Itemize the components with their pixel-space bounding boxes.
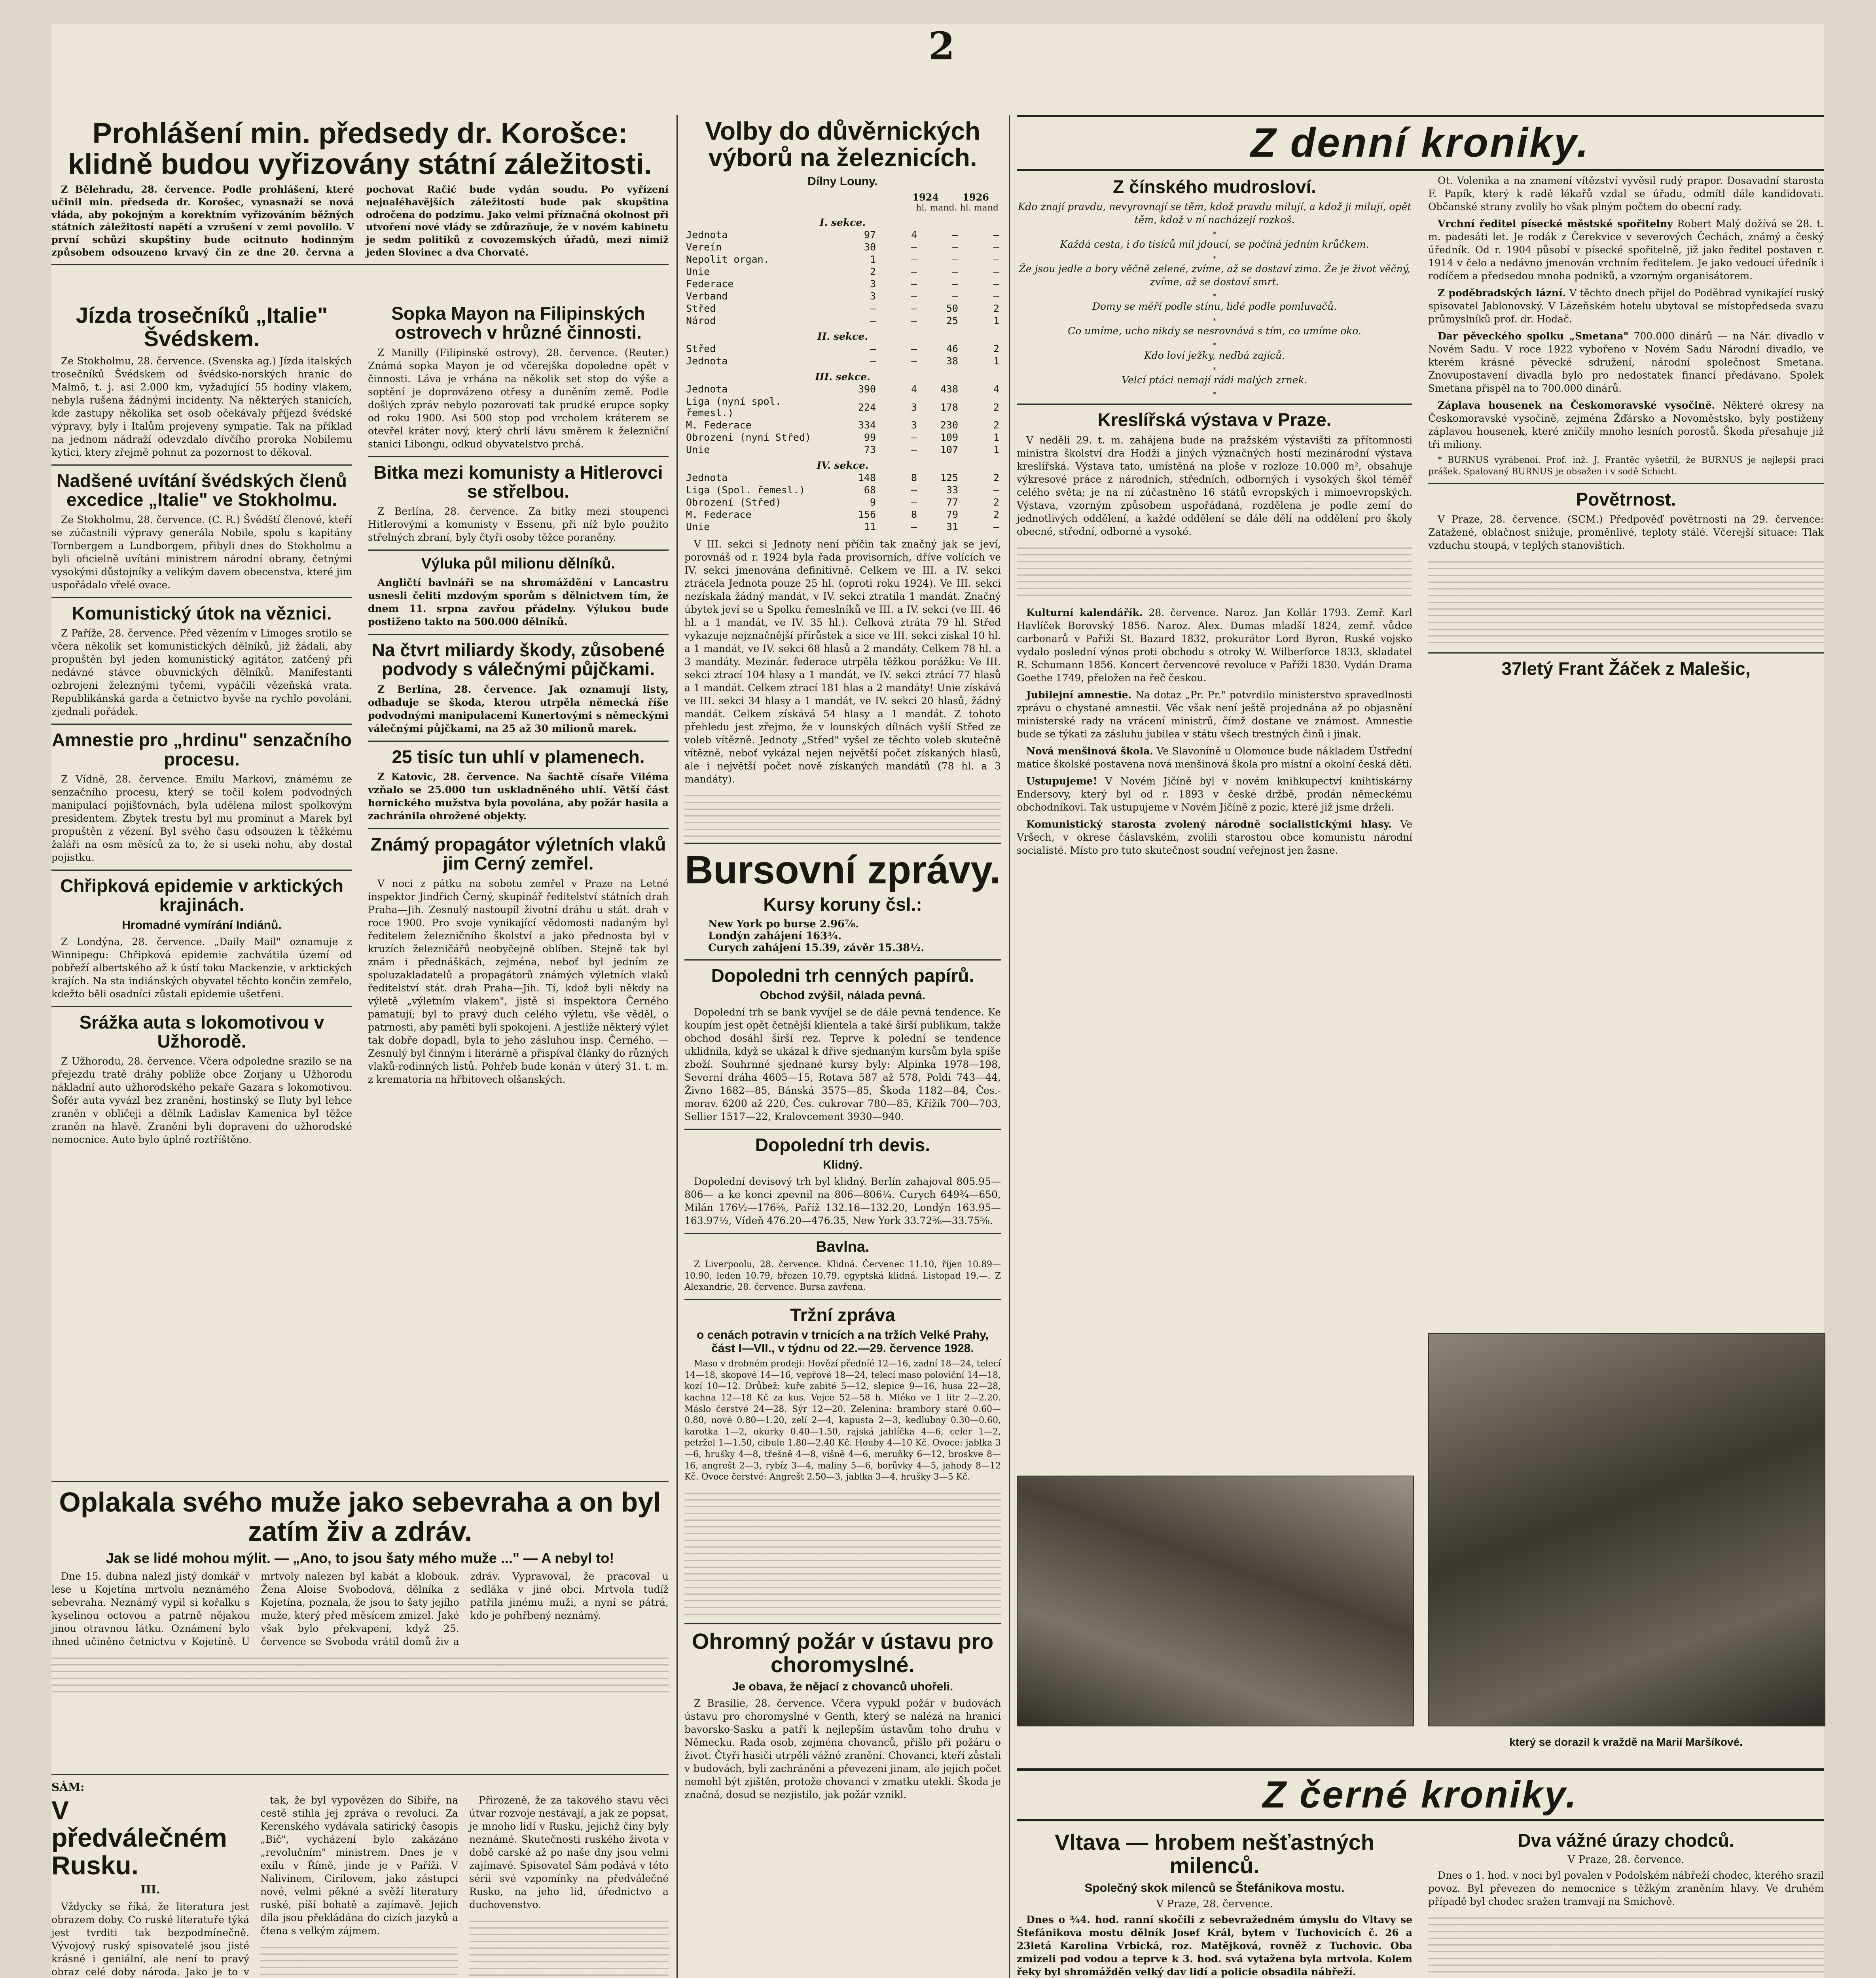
volby-year-1924: 1924 (912, 191, 939, 203)
volby-value: — (911, 254, 917, 265)
amnestie-headline: Amnestie pro „hrdinu" senzačního procesu. (52, 729, 352, 769)
povetrnost-text-continued (1428, 556, 1824, 647)
komunist-text: Z Paříže, 28. července. Před vězením v Limoges srotilo se včera několik set komunistických dělníků, již žádali, aby propuštěn byl jeden komunistický agitátor, zatčený při nedávné stávce obuvnických dělníků. Manifestanti ozbrojeni železnými tyčemi, vypáčili vězeňská vrata. Republikánská garda a četnictvo byvše na rychlo povoláni, zjednali pořádek. (51, 627, 352, 718)
volby-value: 3 (911, 419, 917, 431)
separator-asterisk: * (1213, 390, 1216, 398)
volby-value: 8 (911, 472, 917, 484)
uhli-headline: 25 tisíc tun uhlí v plamenech. (392, 746, 645, 767)
volby-row (684, 419, 1001, 431)
srazka-text: Z Užhorodu, 28. července. Včera odpoledne srazilo se na přejezdu tratě dráhy poblíže obce Zorjany u Užhorodu nákladní auto užhorodského pekaře Gazara s lokomotivou. Šofér auta vyvázl bez zranění, hostinský se Iluty byl lehce zraněn v obličeji a dělník Ladislav Kamenica byl těžce zraněn na hlavě. Zraněni byli dopraveni do užhorodské nemocnice. Auto bylo úplně roztříštěno. (51, 1055, 352, 1146)
amnestie-text: Z Vídně, 28. července. Emilu Markovi, známému ze senzačního procesu, který se točil kolem podvodných manipulací pojišťovnách, byla udělena milost spolkovým presidentem. Zbytek trestu byl mu prominut a Marek byl propuštěn z vězení. Byl svého času odsouzen k těžkému žaláři na osm měsíců za to, že si useki nohu, aby dostal pojistku. (51, 773, 352, 864)
volby-value: 11 (864, 521, 876, 533)
devisy-headline: Dopolední trh devis. (755, 1134, 930, 1155)
koruna-line: Curych zahájení 15.39, závěr 15.38½. (708, 942, 925, 954)
smetana-text: 700.000 dinárů — na Nár. divadlo v Novém Sadu. V roce 1922 vybořeno v Novém Sadu Národní divadlo, ve kterém krásné pěvecké sdružení, národní společnost Smetana. Znovupostavení divadla bylo pro nedostatek financí předávano. Spolek Smetana přispěl na to 700.000 dinárů. (1428, 330, 1824, 394)
volby-party: M. Federace (686, 509, 752, 521)
reditel-headline: Vrchní ředitel písecké městské spořitelny (1438, 218, 1673, 229)
volby-value: 109 (940, 432, 958, 443)
urazy-text: Dnes o 1. hod. v noci byl povalen v Podolském nábřeží chodec, kterého srazil povoz. Byl převezen do nemocnice s těžkým zraněním hlavy. Ve druhém případě byl chodec sražen tramvají na Smíchově. (1428, 1870, 1824, 1908)
urazy-date: V Praze, 28. července. (1567, 1854, 1685, 1866)
jubilejni-text: Na dotaz „Pr. Pr." potvrdilo ministerstvo spravedlnosti zprávu o chystané amnestii. Věc však není ještě projednána až po objasnění ministerské rady na vrácení ministrů, čímž dostane ve známost. Amnestie bude se týkati za zásluhu jubilea v státu všech trestných činů i jinak. (1017, 689, 1412, 740)
separator-asterisk: * (1213, 366, 1216, 374)
volby-row (684, 253, 1001, 265)
trzni-text: Maso v drobném prodeji: Hovězí předníé 12—16, zadní 18—24, telecí 14—18, skopové 14—16, vepřové 18—24, telecí maso poloviční 14—18, kozí 10—12. Drůbež: kuře zabité 5—12, slepice 9—16, husa 22—28, kachna 12—18 Kč za kus. Vejce 52—58 h. Mléko ve 1 litr 2—2.20. Máslo čerstvé 24—28. Sýr 12—20. Zelenina: brambory staré 0.60—0.80, nové 0.80—1.20, zelí 2—4, kapusta 2—3, kedlubny 0.30—0.60, karotka 1—2, okurky 0.40—1.50, rajská jablíčka 4—6, celer 1—2, petržel 1—1.50, cibule 1.80—2.40 Kč. Houby 4—10 Kč. Ovoce: jablka 3—6, hrušky 4—8, třešně 4—8, višně 4—6, meruňky 6—12, broskve 8—16, angrešt 2—3, rybíz 3—4, maliny 5—6, borůvky 4—5, jahody 8—12 Kč. Ovoce čerstvé: Angrešt 2.50—3, jablka 3—4, hrušky 3—5 Kč. (684, 1359, 1001, 1482)
volby-party: Federace (686, 278, 734, 290)
papiry-headline: Dopoledni trh cenných papírů. (711, 965, 974, 986)
volby-party: Vereín (686, 241, 722, 253)
column-2 (368, 301, 669, 1090)
volby-row (684, 484, 1001, 496)
volby-section-label: II. sekce. (817, 331, 868, 343)
volby-party: Obrození (Střed) (686, 496, 781, 508)
volby-value: 38 (946, 355, 958, 367)
volby-row (684, 229, 1001, 241)
uhli-text: Z Katovic, 28. července. Na šachtě císaře Viléma vzňalo se 25.000 tun uskladněného uhlí. Větší část hornického mužstva byla povolána, aby požár hasila a zachránila ohrožené objekty. (368, 771, 669, 822)
volby-row (684, 290, 1001, 302)
predvalecne-text-3-continued (469, 1915, 669, 1978)
volby-value: — (870, 355, 876, 367)
zacek-caption: který se dorazil k vraždě na Marií Maršíkové. (1509, 1736, 1743, 1748)
volby-value: — (993, 254, 999, 265)
volby-value: 31 (946, 521, 958, 533)
nadsene-text: Ze Stokholmu, 28. července. (C. R.) Švédští členové, kteří se zúčastnili výpravy generála Nobile, spolu s kapitány Tornbergem a Lundborgem, přibyli dnes do Stokholmu a byli oficielně uvítáni ministrem národní obrany, četnými vysokými důstojníky a velikým davem obecenstva, které jim uspořádalo vřelé ovace. (51, 514, 352, 591)
chripka-headline: Chřipková epidemie v arktických krajinách. (60, 875, 343, 915)
burza-headline: Bursovní zprávy. (684, 848, 1001, 892)
oplakala-subheadline: Jak se lidé mohou mýlit. — „Ano, to jsou šaty mého muže ..." — A nebyl to! (106, 1550, 614, 1566)
koruna-line: Londýn zahájení 163¾. (708, 930, 842, 942)
volby-value: 30 (864, 241, 876, 253)
volby-value: — (952, 241, 958, 253)
cerna-kronika (1017, 1768, 1824, 1978)
story-photo (1017, 1476, 1414, 1726)
vltava-text: Dnes o ¾4. hod. ranní skočili z sebevražedném úmyslu do Vltavy se Štefánikova mostu dělník Josef Král, bytem v Tuchovicích č. 26 a 23letá Karolina Vrbická, roz. Matějková, rovněž z Tuchovic. Oba zmizeli pod vodou a teprve k 3. hod. svá vytažena byla mrtvola. Kolem řeky byl shromážděn velký dav lidí a policie obsadila nábřeží. (1017, 1914, 1412, 1978)
pozar-subheadline: Je obava, že nějací z chovanců uhořeli. (732, 1680, 953, 1694)
volby-row (684, 456, 1001, 472)
vltava-subheadline: Společný skok milenců se Štefánikova mostu. (1084, 1881, 1345, 1895)
volby-row (684, 367, 1001, 383)
italie-headline: Jízda trosečníků „Italie" Švédskem. (76, 303, 328, 351)
italie-text: Ze Stokholmu, 28. července. (Svenska ag.) Jízda italských trosečníků Švédskem od švédsko-norských hranic do Malmö, t. j. asi 2.000 km, vyžadující 55 hodiny vlakem, nebyla rušena žádnými incidenty. Na některých stanicích, kde zastupy několika set osob očekávaly příjezd švédské výpravy, byly i Italům projeveny sympatie. Tak na příklad na jednom nádraží odevzdalo dívčího proroka Nobilemu kytici, ktery zřejmě pohnut za pozornost to děkoval. (51, 355, 352, 458)
predvalecne-text-3: Přirozeně, že za takového stavu věci útvar rozvoje nestávají, a jak ze popsat, je mnoho lidí v Rusku, jejichž činy byly neznámé. Skutečnosti ruského života v době carské až po naše dny jsou velmi zajímavé. Spisovatel Sám podává v této sérii své vzpomínky na předválečné Rusko, na jeho lid, úřednictvo a duchovenstvo. (469, 1794, 669, 1910)
devisy-text: Dopolední devisový trh byl klidný. Berlín zahajoval 805.95—806— a ke konci zpevnil na 806—806¼. Curych 649¾—650, Milán 176½—176⅝, Paříž 132.16—132.20, Londýn 163.95—163.97½, Vídeň 476.20—476.35, New York 33.72⅝—33.75⅝. (684, 1176, 1001, 1227)
column-4 (1017, 174, 1412, 861)
mudroslovi-saying: Velcí ptáci nemají rádi malých zrnek. (1122, 374, 1308, 386)
vyluka-headline: Výluka půl milionu dělníků. (421, 555, 615, 572)
volby-row (684, 521, 1001, 533)
kalendar-headline: Kulturní kalendářík. (1026, 606, 1143, 618)
volby-value: — (870, 343, 876, 355)
volby-party: Jednota (686, 383, 728, 395)
volby-value: — (993, 290, 999, 302)
volby-party: Nepolit organ. (686, 254, 769, 265)
mudroslovi-lines (1017, 200, 1412, 398)
volby-section-label: IV. sekce. (817, 460, 869, 472)
volby-value: — (870, 315, 876, 327)
cerna-kronika-banner: Z černé kroniky. (1017, 1768, 1824, 1821)
zacek-photo (1428, 1333, 1825, 1726)
vyluka-text: Angličtí bavlnáři se na shromáždění v Lancastru usnesli čeliti mzdovým sporům s dělnictvem tím, že dnem 11. srpna zavřou přádelny. Výlukou bude postiženo takto na 500.000 dělníků. (368, 577, 669, 628)
kreslirska-headline: Kreslířská výstava v Praze. (1097, 409, 1332, 430)
volby-value: 1 (993, 432, 999, 443)
separator-asterisk: * (1213, 341, 1216, 349)
volby-value: 148 (858, 472, 876, 484)
column-3 (684, 115, 1001, 1805)
volby-party: Unie (686, 444, 710, 456)
volby-value: 334 (858, 419, 876, 431)
korosec-lead: Z Bělehradu, 28. července. Podle prohlášení, které učinil min. předseda dr. Korošec, vynasnaží se nová vláda, aby pokojným a korektním vyřizováním běžných státních záležitostí napětí a vzrušení v zemi povolilo. V první schůzi skupštiny bude ocitnuto hodinným způsobem odsouzeno krvavý čin ze dne 20. června a pochovat Račić bude vydán soudu. Po vyřízení nejnaléhavějších záležitostí bude pak skupština odročena do podzimu. Jako velmi příznačná okolnost při utvoření nové vlády se zdůrazňuje, že v novém kabinetu je sedm politiků z covozemských úřadů, mezi nimiž jeden Slovinec a dva Chorvaté. (51, 184, 669, 258)
volby-row (684, 496, 1001, 508)
volby-value: — (993, 241, 999, 253)
volby-row (684, 508, 1001, 521)
koruna-headline: Kursy koruny čsl.: (763, 894, 922, 915)
kalendar-text: 28. července. Naroz. Jan Kollár 1793. Zemř. Karl Havlíček Borovský 1856. Naroz. Alex. Dumas mladší 1824, zemř. vůdce carbonarů v Pařiži St. Bazard 1832, prokurátor Lord Byron, Ruské vojsko vydalo poslední výnos proti obchodu s otroky W. Wilberforce 1833, skladatel R. Schumann 1856. Koncert červencové revoluce v Paříži 1830. Vydán Drama Goethe 1749, přeložen na řeč českou. (1017, 606, 1412, 684)
volby-party: Obrozeni (nyní Střed) (686, 432, 811, 443)
pozar-headline: Ohromný požár v ústavu pro choromyslné. (692, 1628, 994, 1677)
volby-value: 2 (993, 343, 999, 355)
volby-value: — (911, 303, 917, 315)
mudroslovi-headline: Z čínského mudrosloví. (1113, 176, 1316, 197)
mudroslovi-saying: Každá cesta, i do tisíců mil jdoucí, se počíná jedním krůčkem. (1060, 239, 1369, 250)
volby-party: Unie (686, 266, 710, 278)
mudroslovi-saying: Co umíme, ucho nikdy se nesrovnává s tím, co umíme oko. (1068, 325, 1361, 337)
volby-section-label: III. sekce. (815, 371, 870, 383)
page-number: 2 (928, 24, 955, 68)
volby-value: 3 (911, 401, 917, 413)
predvalecne-text-2: tak, že byl vypovězen do Sibiře, na cestě stihla jej zpráva o revoluci. Za Kerenského vydávala satirický časopis „Bič", vycházení bylo zakázáno „revolučním" ministrem. Dnes je v exilu v Římě, jinde je v Paříži. V Nalivinem, Cirilovem, jako zástupci nové, velmi pěkné a svěží literatury ruské, píší bohatě a zajímavě. Jejich díla jsou překládána do cizích jazyků a čtena s velkým zájmem. (260, 1794, 458, 1936)
volby-value: 178 (940, 401, 958, 413)
volby-value: 4 (911, 229, 917, 241)
volby-row (684, 383, 1001, 395)
volby-value: 33 (946, 484, 958, 496)
mensina-text: Ve Slavoníně u Olomouce bude nákladem Ústřední matice školské postavena nová menšinová škola pro místní a okolní česká děti. (1017, 745, 1412, 770)
volby-value: — (911, 496, 917, 508)
predvalecne-headline: V předválečném Rusku. (51, 1796, 227, 1880)
predvalecne-part: III. (140, 1883, 160, 1896)
volby-value: 9 (870, 496, 876, 508)
mudroslovi-saying: Že jsou jedle a bory věčně zelené, zvíme, až se dostaví zima. Že je život věčný, zvíme, až se dostaví smrt. (1019, 263, 1410, 288)
volby-value: 438 (940, 383, 958, 395)
volby-value: — (911, 521, 917, 533)
volby-value: 1 (870, 254, 876, 265)
volby-value: 1 (993, 315, 999, 327)
volby-value: 97 (864, 229, 876, 241)
volby-value: 107 (940, 444, 958, 456)
reditel-text: Robert Malý dožívá se 28. t. m. padesáti let. Je rodák z Čerekvice v severových Čechách, známý a český úředník. Od r. 1904 působí v písecké spořitelně, již jako ředitel postaven r. 1914 v čelo a nedávno jmenován vrchním ředitelem. Je jako vedoucí úředník i rodíčem a předsedou mnoha podniků, a vzorným organisátorem. (1428, 218, 1824, 282)
predvalecne-text-2-continued (260, 1941, 458, 1978)
volby-party: Národ (686, 315, 716, 327)
volby-party: Verband (686, 290, 728, 302)
devisy-subheadline: Klidný. (822, 1158, 862, 1172)
column-5 (1428, 174, 1824, 682)
volby-value: — (911, 315, 917, 327)
volby-party: Střed (686, 303, 716, 315)
column-1 (51, 301, 352, 1150)
trzni-text-continued (684, 1487, 1001, 1618)
mudroslovi-saying: Kdo loví ježky, nedbá zajíců. (1144, 350, 1285, 362)
zacek-headline: 37letý Frant Žáček z Malešic, (1501, 658, 1751, 679)
mayon-headline: Sopka Mayon na Filipinských ostrovech v hrůzné činnosti. (391, 303, 645, 343)
oplakala-text: Dne 15. dubna nalezl jistý domkář v lese u Kojetína mrtvolu neznámého sebevraha. Neznámý vypil si kořalku s kyselinou octovou a patrně nějakou jinou otravnou látku. Oznámení bylo ihned učiněno četnictvu v Kojetíně. U mrtvoly nalezen byl kabát a klobouk. Žena Aloise Svobodová, dělníka z Kojetína, poznala, že jsou to šaty jejího muže, který před měsícem zmizel. Jaké však bylo překvapení, když 25. července se Svoboda vrátil domů živ a zdráv. Vypravoval, že pracoval u sedláka v jiné obci. Mrtvola tudíž patřila jinému muži, a nyní se pátrá, kdo je pohřbený neznámý. (51, 1571, 669, 1647)
volby-value: — (993, 484, 999, 496)
koruna-lines (708, 918, 1001, 954)
volby-row (684, 241, 1001, 253)
pozar-text: Z Brasilie, 28. července. Včera vypukl požár v budovách ústavu pro choromyslné v Genth, který se nalézá na hranici bavorsko-Sasku a patří k nejlepším ústavům toho druhu v Německu. Rada osob, zejména chovanců, přišlo při požáru o život. Čtyři hasiči utrpěli vážné zranění. Chovanci, kteří zůstali v budovách, byli zachráněni a převezeni jinam, ale jejich počet nemohl být zjištěn, protože chovanci v zmatku utekli. Škoda je značná, dosud se nezjistilo, jak požár vznikl. (684, 1698, 1001, 1801)
volby-row (684, 213, 1001, 229)
volby-value: 2 (993, 509, 999, 521)
volby-value: — (952, 254, 958, 265)
papiry-text: Dopolední trh se bank vyvíjel se de dále pevná tendence. Ke koupím jest opět četnější klientela a také širší publikum, takže obchod dosáhl širší rez. Teprve k polední se tendence uklidnila, když se ukázal k dřive sjednaným kursům byla spíše zboží. Souhrnné sjednané kursy byly: Alpinka 1978—198, Severní dráha 4605—15, Rotava 587 až 578, Poldi 743—44, Živno 1682—85, Bánská 3575—85, Škoda 1182—84, Čes.-morav. 6200 až 220, Čes. cukrovar 780—85, Křížik 700—703, Sellier 1517—22, Kralovcement 3930—940. (684, 1006, 1001, 1122)
volby-value: — (993, 278, 999, 290)
volby-value: 79 (946, 509, 958, 521)
volby-value: — (911, 290, 917, 302)
separator-asterisk: * (1213, 292, 1216, 300)
denni-kronika-banner: Z denní kroniky. (1017, 115, 1824, 171)
volby-value: — (870, 303, 876, 315)
volby-party: Jednota (686, 472, 728, 484)
mayon-text: Z Manilly (Filipinské ostrovy), 28. července. (Reuter.) Známá sopka Mayon je od včerejška dopoledne opět v činnosti. Láva je vrhána na několik set stop do výše a soptění je doprovázeno otřesy a duněním země. Podle došlých zpráv nebylo pozorovati tak prudké erupce sopky od roku 1900. Asi 500 stop pod vrcholem kráterem se otevřel kráter nový, který chrlí lávu směrem k železniční stanici Libongu, odkud obyvatelstvo prchá. (368, 347, 669, 450)
volby-column-header: hl. mand. hl. mand (916, 203, 999, 213)
nadsene-headline: Nadšené uvítání švédských členů excedice „Italie" ve Stokholmu. (57, 470, 347, 510)
povetrnost-text: V Praze, 28. července. (SCM.) Předpověď povětrnosti na 29. července: Zatažené, oblačnost snižuje, proměnlivé, teploty stálé. Včerejší situace: Tlak vzduchu stoupá, v teplých stanovištích. (1428, 513, 1824, 551)
volby-value: 125 (940, 472, 958, 484)
ustupujeme-headline: Ustupujeme! (1026, 775, 1097, 787)
komunist-headline: Komunistický útok na věznici. (72, 603, 332, 624)
volby-row (684, 265, 1001, 278)
volby-value: 68 (864, 484, 876, 496)
volby-value: 230 (940, 419, 958, 431)
mensina-headline: Nová menšinová škola. (1026, 745, 1153, 757)
predvalecne-label: SÁM: (51, 1781, 85, 1794)
volby-row (684, 472, 1001, 484)
oplakala-story (51, 1476, 669, 1700)
volby-row (684, 355, 1001, 367)
ctvrt-miliardy-text: Z Berlína, 28. července. Jak oznamují listy, odhaduje se škoda, kterou utrpěla německá říše podvodnými manipulacemi Kunertovými s německými válečnými půjčkami, na 25 až 30 milionů marek. (368, 683, 669, 734)
volby-value: 4 (911, 383, 917, 395)
volby-value: — (993, 521, 999, 533)
urazy-text-continued (1428, 1912, 1824, 1978)
volby-value: — (911, 266, 917, 278)
volby-row (684, 315, 1001, 327)
separator-asterisk: * (1213, 255, 1216, 263)
vltava-date: V Praze, 28. července. (1156, 1898, 1273, 1910)
left-block (51, 115, 669, 1978)
komunisticky-starosta-text: Ve Vršech, v okrese čáslavském, zvolili starostou obce komunistu národní socialisté. Místo pro tuto skutečnost soudní veřejnost jen žasne. (1017, 818, 1413, 856)
volby-row (684, 302, 1001, 315)
srazka-headline: Srážka auta s lokomotivou v Užhorodě. (79, 1012, 324, 1052)
predvalecne-story (51, 1768, 669, 1978)
chripka-text: Z Londýna, 28. července. „Daily Mail" oznamuje z Winnipegu: Chřipková epidemie zachvátila území od pobřeží albertského až k ústí toku Mackenzie, v arktických krajích. Na sta indiánských obyvatel těchto končin zemřelo, kdežto běli osadníci zůstali epidemie ušetřeni. (51, 936, 352, 1000)
volby-value: 46 (946, 343, 958, 355)
bitka-text: Z Berlína, 28. července. Za bitky mezi stoupenci Hitlerovými a komunisty v Essenu, při níž bylo použito střelných zbraní, byly čtyři osoby těžce poraněny. (368, 506, 669, 544)
predvalecne-text-1: Vždycky se říká, že literatura jest obrazem doby. Co ruské literatuře týká jest tvrditi tak bezpodmínečně. Vývojový ruský spisovatelé jsou jisté krásné i geniální, ale není to pravý obraz celé doby národa. Jako je to v (51, 1900, 249, 1978)
housenky-text: Některé okresy na Českomoravské vysočině, zejména Žďársko a Novoměstsko, byly postiženy záplavou housenek, které zničily mnoho lesních porostů. Škoda přesahuje již tři miliony. (1428, 400, 1824, 450)
volby-value: 25 (946, 315, 958, 327)
volby-value: 8 (911, 509, 917, 521)
volby-party: Unie (686, 521, 710, 533)
newspaper-page (51, 24, 1824, 1978)
volby-value: 224 (858, 401, 876, 413)
volby-party: Jednota (686, 355, 728, 367)
mudroslovi-saying: Kdo znají pravdu, nevyrovnají se těm, kdož pravdu milují, a kdož ji milují, opět těm, kdož v ní nacházejí rozkoš. (1018, 201, 1412, 226)
volby-value: 3 (870, 278, 876, 290)
volby-value: 2 (870, 266, 876, 278)
bavlna-text: Z Liverpoolu, 28. července. Klidná. Červenec 11.10, říjen 10.89—10.90, leden 10.79, březen 10.79. egyptská klidná. Listopad 19.—. Z Alexandrie, 28. července. Bursa zavřena. (684, 1260, 1001, 1292)
right-block (1017, 115, 1824, 1978)
podebrady-headline: Z poděbradských lázní. (1438, 287, 1566, 299)
podebrady-text: V těchto dnech přijel do Poděbrad vynikající ruský spisovatel Jablonovský. V Lázeňském hotelu ubytoval se místopředseda svazu průmyslníků prof. dr. Hodač. (1428, 287, 1824, 325)
volby-value: 390 (858, 383, 876, 395)
volby-value: 2 (993, 401, 999, 413)
koruna-line: New York po burse 2.96⅞. (708, 918, 859, 930)
volby-row (684, 327, 1001, 343)
volby-party: M. Federace (686, 419, 752, 431)
volby-row (684, 343, 1001, 355)
volby-value: 2 (993, 419, 999, 431)
volby-row (684, 395, 1001, 419)
komunisticky-starosta-headline: Komunistický starosta zvolený národně socialistickými hlasy. (1026, 818, 1392, 830)
papiry-subheadline: Obchod zvýšil, nálada pevná. (760, 989, 926, 1002)
volby-value: — (911, 278, 917, 290)
volby-value: 2 (993, 472, 999, 484)
chripka-subheadline: Hromadné vymírání Indiánů. (122, 918, 282, 932)
burnus-advert: * BURNUS vyrábenoí. Prof. inž. J. Frantěc vyšetřil, že BURNUS je nejlepší prací prášek. Spalovaný BURNUS je obsažen i v sodě Schicht. (1428, 455, 1824, 477)
kreslirska-text-continued (1017, 542, 1412, 601)
volby-value: — (911, 432, 917, 443)
smetana-headline: Dar pěveckého spolku „Smetana" (1438, 330, 1629, 342)
volby-value: 1 (993, 355, 999, 367)
separator-asterisk: * (1213, 317, 1216, 325)
volby-value: 156 (858, 509, 876, 521)
volby-row (684, 443, 1001, 456)
volby-party: Liga (nyní spol. řemesl.) (686, 396, 781, 419)
volby-headline: Volby do důvěrnických výborů na železnicích. (705, 117, 980, 172)
separator-asterisk: * (1213, 230, 1216, 238)
volby-value: 50 (946, 303, 958, 315)
urazy-headline: Dva vážné úrazy chodců. (1518, 1830, 1734, 1851)
volby-value: 2 (993, 303, 999, 315)
volby-subheadline: Dílny Louny. (807, 175, 878, 188)
ustupujeme-text: V Novém Jičíně byl v novém knihkupectví knihtiskárny Endersovy, který byl od r. 1893 v české držbě, prodán německému obchodníkovi. Tak ustupujeme v Novém Jičíně z pozic, které již jsme drželi. (1017, 775, 1412, 813)
kreslirska-text: V neděli 29. t. m. zahájena bude na pražském výstavišti za přítomnosti ministra školství dra Hodži a jiných význačných hostí mezinárodní výstava kreslířská. Výstava tato, umístěná na ploše v rozloze 10.000 m², obsahuje výkresové práce z národních, středních, odborných i vysokých škol téměř celého světa; je na ní zúčastněno 16 států evropských i mimoevropských. Výstava, vzorným způsobem uspořádaná, rozdělena je podle zemí do jednotlivých oddělení, a každé oddělení se dále dělí na oddělení pro školy obecné, střední, odborné a vysoké. (1017, 434, 1412, 537)
volby-value: — (952, 290, 958, 302)
mudroslovi-saying: Domy se měří podle stínu, lidé podle pomluvačů. (1092, 301, 1337, 313)
volby-value: 2 (993, 496, 999, 508)
jubilejni-headline: Jubilejní amnestie. (1026, 689, 1132, 701)
volby-row (684, 431, 1001, 443)
trzni-subheadline: o cenách potravin v trnicích a na tržích Velké Prahy, část I—VII., v týdnu od 22.—29. července 1928. (696, 1328, 989, 1355)
volby-text-continued (684, 790, 1001, 837)
volby-value: 99 (864, 432, 876, 443)
volby-party: Střed (686, 343, 716, 355)
volby-value: — (911, 355, 917, 367)
volby-value: — (993, 229, 999, 241)
volby-table (684, 213, 1001, 533)
vltava-headline: Vltava — hrobem nešťastných milenců. (1055, 1830, 1374, 1878)
oplakala-text-continued (51, 1652, 669, 1696)
bitka-headline: Bitka mezi komunisty a Hitlerovci se střelbou. (373, 462, 663, 502)
ctvrt-miliardy-headline: Na čtvrt miliardy škody, zůsobené podvody s válečnými půjčkami. (371, 640, 665, 680)
volby-value: — (911, 444, 917, 456)
volby-value: 4 (993, 383, 999, 395)
volby-row (684, 278, 1001, 290)
propagator-headline: Známý propagátor výletních vlaků jim Cerný zemřel. (370, 834, 666, 874)
propagator-text: V noci z pátku na sobotu zemřel v Praze na Letné inspektor Jindřich Černý, skupinář ředitelství státních drah Praha—Jih. Zesnulý nastoupil životní dráhu u stát. drah v roce 1900. Pro svoje vynikající vědomosti nadaným byl ředitelem železničního školství a jako přednosta byl v kruzích železničářů neobyčejně oblíben. Stejně tak byl znám i přednáškách, zejména, neboť byl jedním ze spoluzakladatelů a propagátorů známých výletních vlaků ředitelství stát. drah Praha—Jih. Tí, kdož byli někdy na výletě „výletním vlakem", jistě si inspektora Černého pamatují; byl to pravý duch celého výletu, vše věděl, o patrnosti, aby paměti byli spokojeni. A jestliže některý výlet tak dobře dopadl, byla to jeho zásluhou insp. Černého. — Zesnulý byl činným i literárně a přispíval články do různých vlaků-rodinných listů. Pohřeb bude konán v úterý 31. t. m. z krematoria na hřbitovech olšanských. (368, 877, 669, 1085)
volby-value: — (952, 278, 958, 290)
volby-text: V III. sekci si Jednoty není příčin tak značný jak se jeví, porovnáš od r. 1924 byla řada provisorních, dříve volících ve IV. sekci jmenována definitivně. Celkem ve III. a IV. sekci ztrácela Jednota pouze 25 hl. (oproti roku 1924). Ve III. sekci nezískala žádný mandát, v IV. sekci ztratila 1 mandát. Značný úbytek jeví se u Spolku řemeslníků ve III. a IV. sekci (ve III. 46 hl. a 1 mandát, ve IV. 35 hl.). Celková ztráta 79 hl. Střed vykazuje nejznačnější přírůstek a sice ve III. sekci získal 10 hl. a 1 mandát, ve IV. sekci 68 hlasů a 2 mandáty. Celkem 78 hl. a 3 mandáty. Mezinár. federace utrpěla těžkou porážku: Ve III. sekci ztrací 104 hlasy a 1 mandát, ve IV. sekci ztrácí 77 hlasů a 1 mandát. Celkem ztrací 181 hlas a 2 mandáty! Unie získává ve III. sekci 34 hlasy a 1 mandát, ve IV. sekci 20 hlasů, žádný mandát. Celkem získává 54 hlasy a 1 mandát. Z tohoto přehledu jest zřejmo, že v lounských dílnách vyšlí Střed ze voleb vítězně. Jednoty „Střed" vyšel ze těchto voleb skutečně vítězně, neboť vykázal nejen největší počet získaných hlasů, ale i největší počet nově získaných mandátů (78 hl. a 3 mandáty). (684, 538, 1001, 785)
housenky-headline: Záplava housenek na Českomoravské vysočině. (1438, 400, 1715, 411)
volby-party: Jednota (686, 229, 728, 241)
volby-value: — (993, 266, 999, 278)
korosec-headline: Prohlášení min. předsedy dr. Korošce: klidně budou vyřizovány státní záležitosti. (68, 117, 652, 180)
volby-value: — (952, 266, 958, 278)
volenika-text: Ot. Volenika a na znamení vítězství vyvěsil rudý prapor. Dosavadní starosta F. Papík, který k radě lékařů vzdal se úřadu, odmítl dále kandidovati. Občanské strany zvolily ho však plným počtem do obecní rady. (1428, 175, 1824, 212)
volby-value: 1 (993, 444, 999, 456)
volby-section-label: I. sekce. (819, 217, 866, 229)
oplakala-headline: Oplakala svého muže jako sebevraha a on byl zatím živ a zdráv. (59, 1487, 661, 1547)
volby-value: — (952, 229, 958, 241)
volby-value: — (911, 343, 917, 355)
bavlna-headline: Bavlna. (816, 1239, 870, 1256)
volby-party: Liga (Spol. řemesl.) (686, 484, 805, 496)
volby-value: 77 (946, 496, 958, 508)
povetrnost-headline: Povětrnost. (1576, 489, 1676, 510)
trzni-headline: Tržní zpráva (790, 1304, 895, 1325)
volby-year-1926: 1926 (963, 191, 989, 203)
volby-value: — (911, 241, 917, 253)
volby-value: — (911, 484, 917, 496)
volby-value: 73 (864, 444, 876, 456)
volby-value: 3 (870, 290, 876, 302)
